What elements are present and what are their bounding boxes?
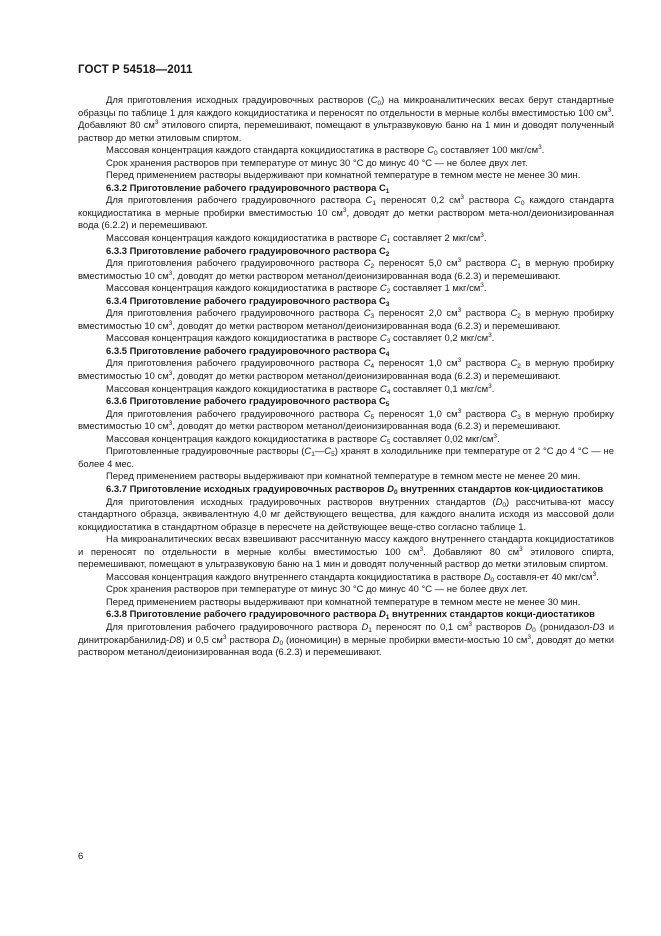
paragraph: Для приготовления рабочего градуировочного раствора $С_3$ переносят 2,0 $см^3$ раствора $С_2$ в мерную пробирку вместимостью 10 $см^3$, доводят до метки раствором метанол/деионизированная вода (6.2.3) и перемешивают. [78, 307, 614, 332]
section-heading: 6.3.2 Приготовление рабочего градуировочного раствора $С_1$ [106, 182, 390, 195]
paragraph: Для приготовления исходных градуировочных растворов $(С_0)$ на микроаналитических весах берут стандартные образцы по таблице 1 для каждого кокцидиостатика и переносят по отдельности в мерные колбы вместимостью 100 $см^3$. Добавляют 80 $см^3$ этилового спирта, перемешивают, помещают в ультразвуковую баню на 1 мин и доводят полученный раствор до метки этиловым спиртом. [78, 95, 614, 144]
document-header: ГОСТ Р 54518—2011 [78, 64, 193, 76]
page-number: 6 [78, 851, 84, 862]
paragraph: Массовая концентрация каждого кокцидиостатика в растворе $С_3$ составляет 0,2 мкг/$см^3$. [106, 332, 495, 346]
document-body [78, 95, 614, 660]
paragraph: Для приготовления рабочего градуировочного раствора $С_1$ переносят 0,2 $см^3$ раствора $С_0$ каждого стандарта кокцидиостатика в мерные пробирки вместимостью 10 $см^3$, доводят до метки раствором мета-нол/деионизированная вода (6.2.2) и перемешивают. [78, 194, 614, 232]
section-heading: 6.3.7 Приготовление исходных градуировочных растворов $D_0$ внутренних стандартов кок-цидиостатиков [106, 483, 604, 496]
paragraph: Массовая концентрация каждого внутреннего стандарта кокцидиостатика в растворе $D_0$ составля-ет 40 мкг/$см^3$. [106, 570, 599, 584]
section-heading: 6.3.4 Приготовление рабочего градуировочного раствора $С_3$ [106, 295, 390, 308]
paragraph: Для приготовления рабочего градуировочного раствора $С_4$ переносят 1,0 $см^3$ раствора $С_2$ в мерную пробирку вместимостью 10 $см^3$, доводят до метки раствором метанол/деионизированная вода (6.2.3) и перемешивают. [78, 357, 614, 383]
paragraph: Массовая концентрация каждого кокцидиостатика в растворе $С_4$ составляет 0,1 мкг/$см^3$. [106, 382, 495, 396]
paragraph: Для приготовления исходных градуировочных растворов внутренних стандартов $(D_0)$ рассчитыва-ют массу стандартного образца, эквивалентную 4,0 мг действующего вещества, для каждого аналита исходя из массовой доли кокцидиостатика в стандартном образце в пересчете на действующее веще-ство согласно таблице 1. [78, 496, 614, 533]
paragraph: Массовая концентрация каждого стандарта кокцидиостатика в растворе $С_0$ составляет 100 мкг/$см^3$. [106, 144, 545, 158]
section-heading: 6.3.5 Приготовление рабочего градуировочного раствора $С_4$ [106, 345, 390, 358]
section-heading: 6.3.3 Приготовление рабочего градуировочного раствора $С_2$ [106, 245, 390, 258]
paragraph: Приготовленные градуировочные растворы $(С_1—С_5)$ хранят в холодильнике при температуре от 2 °C до 4 °C — не более 4 мес. [78, 446, 614, 470]
paragraph: Массовая концентрация каждого кокцидиостатика в растворе $С_5$ составляет 0,02 мкг/$см^3$. [106, 432, 500, 446]
paragraph: Массовая концентрация каждого кокцидиостатика в растворе $С_2$ составляет 1 мкг/$см^3$. [106, 282, 487, 296]
paragraph: Срок хранения растворов при температуре от минус 30 °C до минус 40 °C — не более двух лет. [106, 157, 528, 169]
section-heading: 6.3.8 Приготовление рабочего градуировочного раствора $D_1$ внутренних стандартов кокци-диостатиков [106, 609, 595, 622]
paragraph: Для приготовления рабочего градуировочного раствора $С_2$ переносят 5,0 $см^3$ раствора $С_1$ в мерную пробирку вместимостью 10 $см^3$, доводят до метки раствором метанол/деионизированная вода (6.2.3) и перемешивают. [78, 257, 614, 282]
paragraph: Перед применением растворы выдерживают при комнатной температуре в темном месте не менее 30 мин. [106, 596, 581, 608]
paragraph: На микроаналитических весах взвешивают рассчитанную массу каждого внутреннего стандарта кокцидиостатиков и переносят по отдельности в мерные колбы вместимостью 100 $см^3$. Добавляют 80 $см^3$ этилового спирта, перемешивают, помещают в ультразвуковую баню на 1 мин и доводят полученный раствор до метки этиловым спиртом. [78, 534, 614, 571]
paragraph: Срок хранения растворов при температуре от минус 30 °C до минус 40 °C — не более двух лет. [106, 584, 528, 596]
paragraph: Для приготовления рабочего градуировочного раствора $D_1$ переносят по 0,1 $см^3$ растворов $D_0$ (ронидазол-D3 и динитрокарбанилид-D8) и 0,5 $см^3$ раствора $D_0$ (иономицин) в мерные пробирки вмести-мостью 10 $см^3$, доводят до метки раствором метанол/деионизированная вода (6.2.3) и перемешивают. [78, 620, 614, 659]
paragraph: Перед применением растворы выдерживают при комнатной температуре в темном месте не менее 30 мин. [106, 170, 581, 182]
section-heading: 6.3.6 Приготовление рабочего градуировочного раствора $С_5$ [106, 396, 390, 409]
paragraph: Перед применением растворы выдерживают при комнатной температуре в темном месте не менее 20 мин. [106, 471, 581, 483]
paragraph: Для приготовления рабочего градуировочного раствора $С_5$ переносят 1,0 $см^3$ раствора $С_3$ в мерную пробирку вместимостью 10 $см^3$, доводят до метки раствором метанол/деионизированная вода (6.2.3) и перемешивают. [78, 407, 614, 433]
paragraph: Массовая концентрация каждого кокцидиостатика в растворе $С_1$ составляет 2 мкг/$см^3$. [106, 232, 487, 246]
